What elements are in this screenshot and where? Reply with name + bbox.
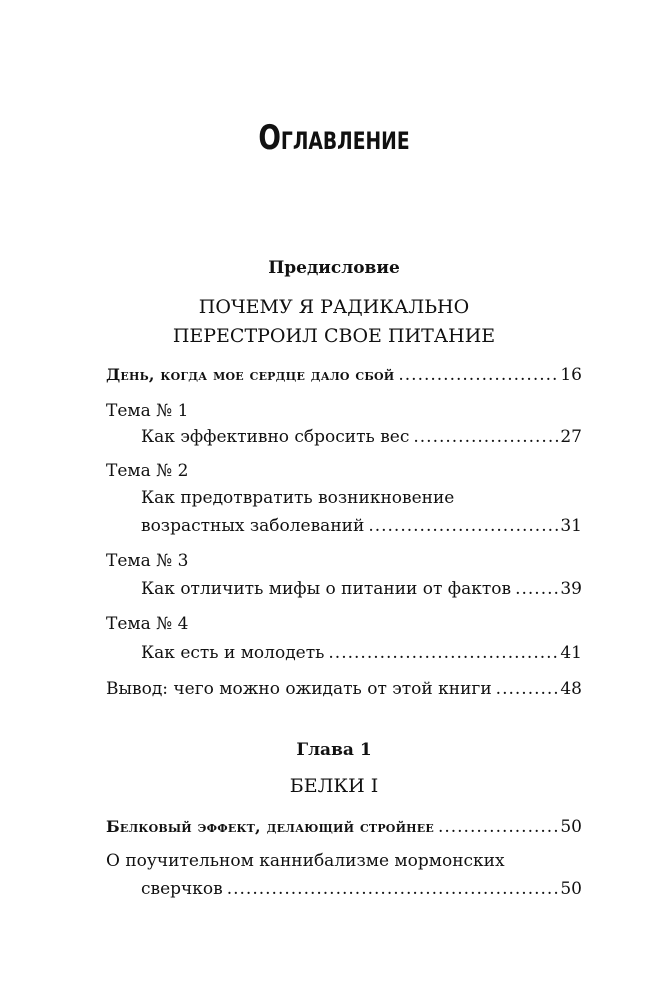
toc-entry-protein-effect[interactable] (106, 816, 582, 838)
page-title: Оглавление (258, 118, 410, 158)
leader-dots (515, 578, 558, 600)
toc-page-number: 31 (560, 516, 582, 536)
preface-label: Предисловие (268, 258, 400, 278)
toc-entry-crickets-line1: О поучительном каннибализме мормонских (106, 851, 505, 871)
toc-entry-label: Вывод: чего можно ожидать от этой книги (106, 679, 492, 699)
toc-page-number: 50 (560, 817, 582, 837)
toc-entry-crickets[interactable] (141, 878, 582, 900)
toc-entry-diseases[interactable] (141, 515, 582, 537)
toc-page-number: 16 (560, 365, 582, 385)
toc-entry-label: Белковый эффект, делающий стройнее (106, 817, 434, 836)
toc-page-number: 39 (560, 579, 582, 599)
leader-dots (413, 426, 558, 448)
toc-entry-heart-day[interactable] (106, 364, 582, 386)
leader-dots (438, 816, 558, 838)
toc-page-number: 50 (560, 879, 582, 899)
leader-dots (496, 678, 559, 700)
toc-page-number: 41 (560, 643, 582, 663)
toc-entry-lose-weight[interactable] (141, 426, 582, 448)
chapter-1-subtitle: БЕЛКИ I (289, 775, 379, 797)
topic-1-heading: Тема № 1 (106, 401, 189, 421)
topic-4-heading: Тема № 4 (106, 614, 189, 634)
preface-subtitle-line1: ПОЧЕМУ Я РАДИКАЛЬНО (198, 296, 470, 318)
topic-2-heading: Тема № 2 (106, 461, 189, 481)
toc-page-number: 48 (560, 679, 582, 699)
toc-entry-label: сверчков (141, 879, 223, 899)
toc-entry-eat-younger[interactable] (141, 642, 582, 664)
preface-subtitle-line2: ПЕРЕСТРОИЛ СВОЕ ПИТАНИЕ (172, 325, 496, 347)
toc-entry-label: Как есть и молодеть (141, 643, 325, 663)
leader-dots (328, 642, 558, 664)
toc-entry-label: Как эффективно сбросить вес (141, 427, 410, 447)
toc-entry-diseases-line1: Как предотвратить возникновение (141, 488, 455, 508)
topic-3-heading: Тема № 3 (106, 551, 189, 571)
toc-page-number: 27 (560, 427, 582, 447)
toc-entry-label: возрастных заболеваний (141, 516, 365, 536)
chapter-1-label: Глава 1 (296, 740, 372, 760)
leader-dots (368, 515, 558, 537)
leader-dots (398, 364, 558, 386)
toc-entry-label: Как отличить мифы о питании от фактов (141, 579, 512, 599)
toc-entry-conclusion[interactable] (106, 678, 582, 700)
toc-entry-label: День, когда мое сердце дало сбой (106, 365, 395, 384)
leader-dots (227, 878, 559, 900)
toc-entry-myths[interactable] (141, 578, 582, 600)
